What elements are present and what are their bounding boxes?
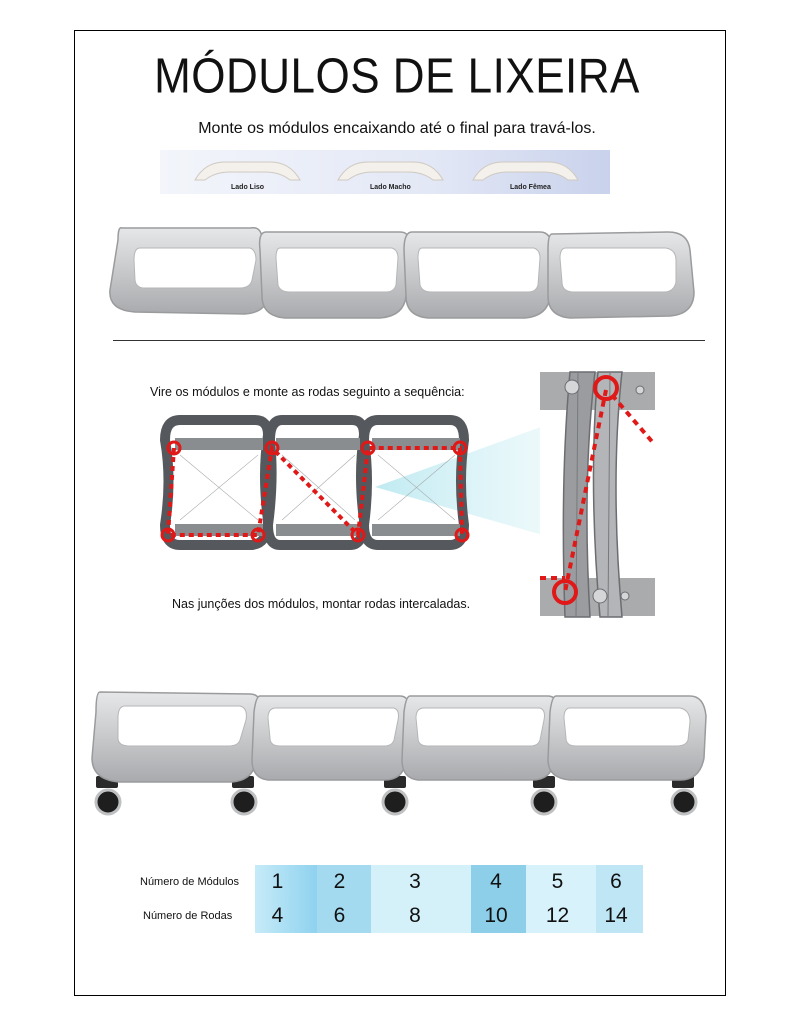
- table-row-label-wheels: Número de Rodas: [143, 910, 233, 922]
- modules-cell-4: 4: [490, 870, 502, 893]
- page-title: MÓDULOS DE LIXEIRA: [154, 49, 640, 104]
- wheels-cell-5: 12: [545, 904, 570, 927]
- wheels-cell-1: 4: [271, 904, 284, 927]
- modules-cell-3: 3: [409, 870, 421, 893]
- modules-cell-2: 2: [333, 870, 346, 893]
- wheels-cell-2: 6: [333, 904, 346, 927]
- wheels-cell-3: 8: [409, 904, 421, 927]
- modules-cell-1: 1: [271, 870, 284, 893]
- instruction-junctions: Nas junções dos módulos, montar rodas intercaladas.: [172, 597, 471, 611]
- wheels-cell-4: 10: [484, 904, 508, 927]
- modules-cell-6: 6: [610, 870, 622, 893]
- page-subtitle: Monte os módulos encaixando até o final para travá-los.: [198, 120, 596, 137]
- instruction-flip: Vire os módulos e monte as rodas seguinto a sequência:: [150, 385, 465, 399]
- part-label-macho: Lado Macho: [370, 184, 411, 191]
- table-row-label-modules: Número de Módulos: [140, 876, 240, 888]
- part-label-liso: Lado Liso: [231, 184, 265, 191]
- wheels-cell-6: 14: [604, 904, 628, 927]
- part-label-femea: Lado Fêmea: [510, 184, 551, 191]
- modules-cell-5: 5: [551, 870, 564, 893]
